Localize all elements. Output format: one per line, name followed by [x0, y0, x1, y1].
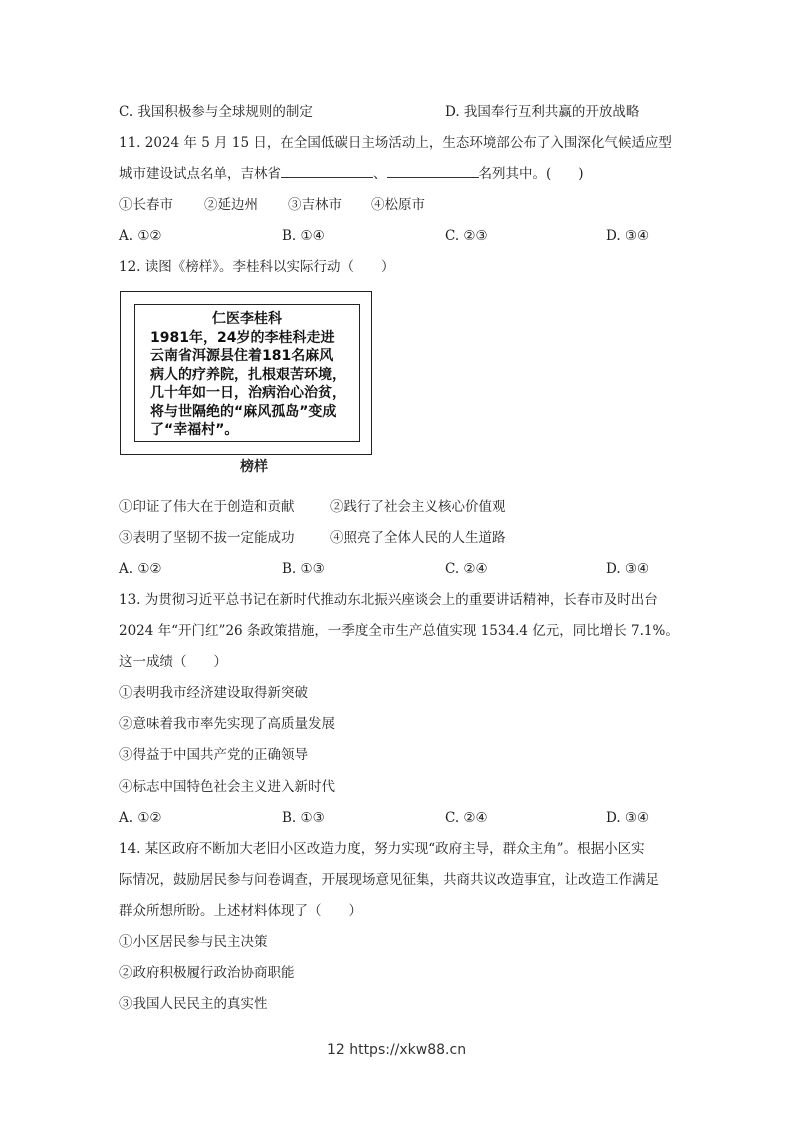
poster-frame	[120, 291, 372, 455]
page-footer: 12 https://xkw88.cn	[326, 1042, 467, 1058]
q10-option-c: C. 我国积极参与全球规则的制定	[119, 104, 313, 120]
q13-stem: 13. 为贯彻习近平总书记在新时代推动东北振兴座谈会上的重要讲话精神，长春市及时出台	[119, 592, 658, 608]
q14-stem: 14. 某区政府不断加大老旧小区改造力度，努力实现“政府主导，群众主角”。根据小区实	[119, 841, 645, 857]
q14-stem: 际情况，鼓励居民参与问卷调查，开展现场意见征集，共商共议改造事宜，让改造工作满足	[119, 872, 659, 888]
q11-option: B. ①④	[282, 228, 325, 244]
q13-stem: 2024 年“开门红”26 条政策措施，一季度全市生产总值实现 1534.4 亿元，同比增长 7.1%。	[119, 623, 679, 639]
q11-item: ②延边州	[204, 197, 258, 213]
poster-text: 1981年，24岁的李桂科走进 云南省洱源县住着181名麻风 病人的疗养院，扎根艰苦环境， 几十年如一日，治病治心治贫， 将与世隔绝的“麻风孤岛”变成 了“幸福村”。	[150, 329, 346, 438]
q13-item: ④标志中国特色社会主义进入新时代	[119, 779, 335, 795]
q11-item: ③吉林市	[288, 197, 342, 213]
q11-stem-line1: 11. 2024 年 5 月 15 日，在全国低碳日主场活动上，生态环境部公布了入围深化气候适应型	[119, 135, 672, 151]
q10-option-d: D. 我国奉行互利共赢的开放战略	[445, 104, 640, 120]
q13-item: ①表明我市经济建设取得新突破	[119, 685, 308, 701]
q11-option: A. ①②	[119, 228, 162, 244]
q14-item: ③我国人民民主的真实性	[119, 996, 268, 1012]
answer-blank	[387, 164, 479, 178]
poster-inner	[134, 304, 360, 442]
q13-option: D. ③④	[606, 810, 650, 826]
q11-text: 、	[373, 166, 387, 182]
q13-option: C. ②④	[445, 810, 488, 826]
q14-item: ②政府积极履行政治协商职能	[119, 965, 295, 981]
q14-item: ①小区居民参与民主决策	[119, 934, 268, 950]
q13-option: B. ①③	[282, 810, 325, 826]
q12-option: B. ①③	[282, 561, 325, 577]
q12-stem: 12. 读图《榜样》。李桂科以实际行动（ ）	[119, 259, 395, 275]
q12-option: D. ③④	[606, 561, 650, 577]
poster-title: 仁医李桂科	[212, 311, 282, 327]
q11-text: 名列其中。( )	[478, 166, 584, 182]
q11-text: 城市建设试点名单，吉林省	[119, 166, 281, 182]
q12-item: ①印证了伟大在于创造和贡献	[119, 499, 295, 515]
q13-option: A. ①②	[119, 810, 162, 826]
poster-caption: 榜样	[240, 459, 268, 475]
q11-option: D. ③④	[606, 228, 650, 244]
q13-item: ③得益于中国共产党的正确领导	[119, 747, 308, 763]
q12-option: A. ①②	[119, 561, 162, 577]
q12-option: C. ②④	[445, 561, 488, 577]
q11-item: ①长春市	[119, 197, 173, 213]
q13-stem: 这一成绩（ ）	[119, 654, 227, 670]
q12-item: ③表明了坚韧不拔一定能成功	[119, 530, 295, 546]
q11-stem-line2	[119, 164, 584, 184]
q14-stem: 群众所想所盼。上述材料体现了（ ）	[119, 903, 362, 919]
q12-item: ②践行了社会主义核心价值观	[330, 499, 506, 515]
q11-item: ④松原市	[371, 197, 425, 213]
q11-option: C. ②③	[445, 228, 488, 244]
answer-blank	[281, 164, 373, 178]
q12-item: ④照亮了全体人民的人生道路	[330, 530, 506, 546]
q13-item: ②意味着我市率先实现了高质量发展	[119, 716, 335, 732]
